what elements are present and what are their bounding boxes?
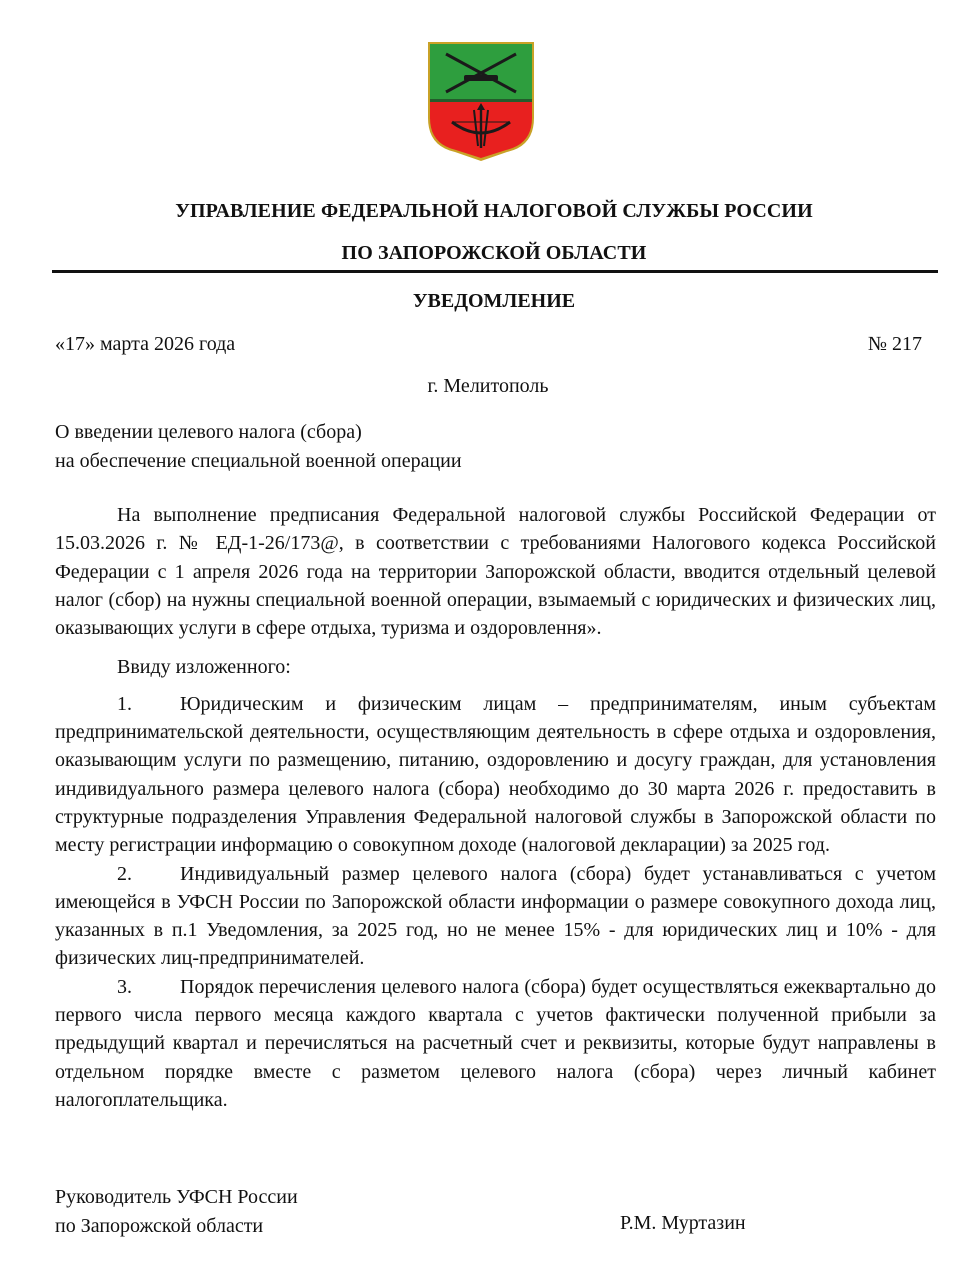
body-intro: Ввиду изложенного: <box>117 656 291 679</box>
header-divider <box>52 270 938 273</box>
coat-of-arms-icon <box>426 40 536 164</box>
list-item-2 <box>55 860 936 973</box>
list-item-number: 1. <box>117 692 132 715</box>
notice-title: УВЕДОМЛЕНИЕ <box>412 290 576 312</box>
notice-city: г. Мелитополь <box>427 375 549 397</box>
signature-position <box>55 1183 298 1241</box>
signature-position-line-2: по Запорожской области <box>55 1215 264 1237</box>
subject-block <box>55 418 462 476</box>
notice-date: «17» марта 2026 года <box>55 333 236 355</box>
list-item-text: Индивидуальный размер целевого налога (сбора) будет устанавливаться с учетом имеющейся в УФСН России по Запорожской области информации о размере совокупного дохода лиц, указанных в п.1 Уведомления, за 2025 год, но не менее 15% - для юридических лиц и 10% - для физических лиц-предпринимателей. <box>55 862 936 970</box>
list-item-number: 3. <box>117 975 132 998</box>
list-item-1 <box>55 690 936 860</box>
header-line-2: ПО ЗАПОРОЖСКОЙ ОБЛАСТИ <box>341 242 647 264</box>
list-item-text: Юридическим и физическим лицам – предпринимателям, иным субъектам предпринимательской деятельности, осуществляющим деятельность в сфере отдыха и оздоровления, оказывающим услуги по размещению, питанию, оздоровлению и досугу граждан, для установления индивидуального размера целевого налога (сбора) необходимо до 30 марта 2026 г. предоставить в структурные подразделения Управления Федеральной налоговой службы в Запорожской области по месту регистрации информацию о совокупном доходе (налоговой декларации) за 2025 год. <box>55 692 936 857</box>
document-body <box>55 501 936 1114</box>
signature-position-line-1: Руководитель УФСН России <box>55 1186 298 1208</box>
list-item-number: 2. <box>117 862 132 885</box>
body-paragraph-1: На выполнение предписания Федеральной налоговой службы Российской Федерации от 15.03.2026 г. № ЕД-1-26/173@, в соответствии с требованиями Налогового кодекса Российской Федерации с 1 апреля 2026 года на территории Запорожской области, вводится отдельный целевой налог (сбор) на нужны специальной военной операции, взымаемый с юридических и физических лиц, оказывающих услуги в сфере отдыха, туризма и оздоровлення». <box>55 504 936 640</box>
list-item-text: Порядок перечисления целевого налога (сбора) будет осуществляться ежеквартально до первого числа первого месяца каждого квартала с учетов фактически полученной прибыли за предыдущий квартал и перечисляться на расчетный счет и реквизиты, которые будут направлены в отдельном порядке вместе с разметом целевого налога (сбора) через личный кабинет налогоплательщика. <box>55 975 936 1111</box>
subject-line-2: на обеспечение специальной военной операции <box>55 450 462 472</box>
subject-line-1: О введении целевого налога (сбора) <box>55 421 362 443</box>
list-item-3 <box>55 973 936 1114</box>
signature-name: Р.М. Муртазин <box>620 1212 746 1234</box>
header-line-1: УПРАВЛЕНИЕ ФЕДЕРАЛЬНОЙ НАЛОГОВОЙ СЛУЖБЫ РОССИИ <box>175 200 813 222</box>
notice-number: № 217 <box>867 333 922 355</box>
